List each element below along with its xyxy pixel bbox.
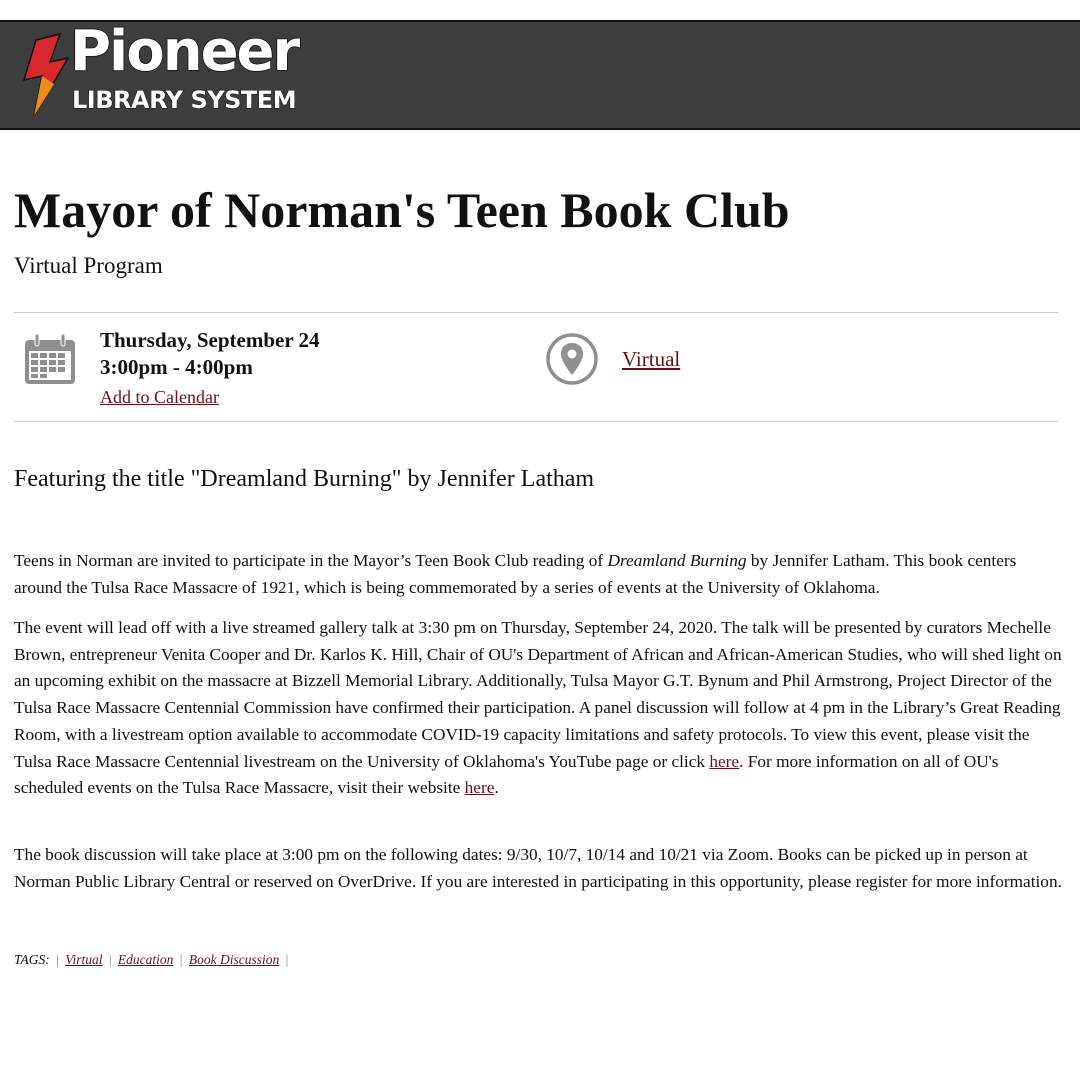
tag-education-link[interactable]: Education	[117, 952, 174, 967]
tag-separator: |	[108, 952, 112, 967]
featured-title: Featuring the title "Dreamland Burning" by Jennifer Latham	[14, 466, 595, 492]
tag-virtual-link[interactable]: Virtual	[65, 952, 103, 967]
event-title: Mayor of Norman's Teen Book Club	[14, 182, 790, 238]
description-paragraph: The book discussion will take place at 3:00 pm on the following dates: 9/30, 10/7, 10/14 and 10/21 via Zoom. Books can be picked up in person at Norman Public Library Central or reserved on OverDrive. If you are interested in participating in this opportunity, please register for more information.	[14, 845, 1062, 891]
paragraph-text: by Jennifer Latham. This book centers around the Tulsa Race Massacre of 1921, which is being commemorated by a series of events at the University of Oklahoma.	[14, 551, 1017, 597]
tags-label: TAGS:	[14, 952, 50, 967]
description-paragraph	[14, 548, 1066, 601]
paragraph-text: . For more information on all of OU's scheduled events on the Tulsa Race Massacre, visit their website	[14, 751, 999, 798]
logo-sub-text: LIBRARY SYSTEM	[72, 86, 297, 114]
location-link[interactable]: Virtual	[622, 347, 681, 371]
tag-separator: |	[179, 952, 183, 967]
site-header	[0, 20, 1080, 130]
tag-separator: |	[285, 952, 289, 967]
map-pin-icon	[545, 332, 599, 386]
description-paragraph	[14, 615, 1066, 802]
paragraph-text: .	[494, 778, 499, 798]
divider	[14, 421, 1058, 422]
event-time: 3:00pm - 4:00pm	[100, 355, 253, 379]
event-subtitle: Virtual Program	[14, 253, 163, 278]
divider	[14, 312, 1058, 313]
tags-row	[14, 950, 291, 970]
book-title: Dreamland Burning	[607, 551, 747, 570]
logo-main-text: Pioneer	[70, 19, 299, 84]
pioneer-logo[interactable]	[16, 19, 306, 125]
calendar-icon	[22, 332, 78, 386]
tag-separator: |	[56, 952, 59, 967]
event-date: Thursday, September 24	[100, 328, 320, 352]
torch-logo-icon	[16, 32, 76, 117]
paragraph-text: Teens in Norman are invited to participate in the Mayor’s Teen Book Club reading of	[14, 551, 608, 570]
paragraph-text: The event will lead off with a live streamed gallery talk at 3:30 pm on Thursday, September 24, 2020. The talk will be presented by curators Mechelle Brown, entrepreneur Venita Cooper and Dr. Karlos K. Hill, Chair of OU's Department of African and African-American Studies, who will shed light on an upcoming exhibit on the massacre at Bizzell Memorial Library. Additionally, Tulsa Mayor G.T. Bynum and Phil Armstrong, Project Director of the Tulsa Race Massacre Centennial Commission have confirmed their participation. A panel discussion will follow at 4 pm in the Library’s Great Reading Room, with a livestream option available to accommodate COVID-19 capacity limitations and safety protocols. To view this event, please visit the Tulsa Race Massacre Centennial livestream on the University of Oklahoma's YouTube page or click	[14, 618, 1062, 771]
website-here-link[interactable]: here	[464, 778, 495, 798]
add-to-calendar-link[interactable]: Add to Calendar	[100, 387, 219, 407]
livestream-here-link[interactable]: here	[709, 751, 740, 771]
tag-book-discussion-link[interactable]: Book Discussion	[188, 952, 280, 967]
